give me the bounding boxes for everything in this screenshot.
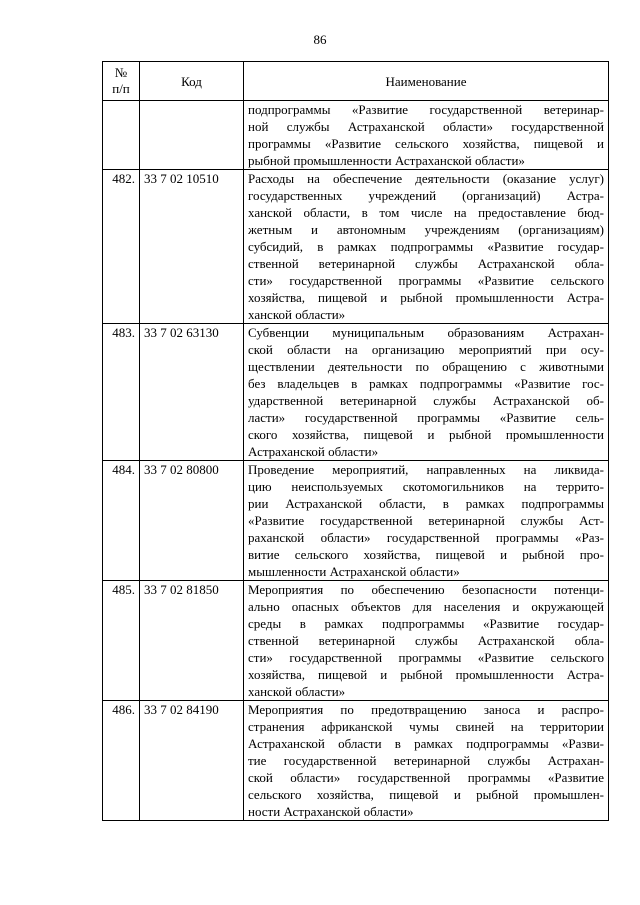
name-line: Проведение мероприятий, направленных на ликвида-: [248, 462, 604, 477]
table-row: [103, 170, 609, 324]
row-code: 33 7 02 10510: [140, 170, 244, 324]
name-line: ной службы Астраханской области» государственной: [248, 119, 604, 134]
name-line: Мероприятия по обеспечению безопасности потенци-: [248, 582, 604, 597]
row-number: 485.: [103, 581, 140, 701]
header-number: [103, 62, 140, 101]
name-line: ского хозяйства, пищевой и рыбной промышленности: [248, 427, 604, 442]
continuation-name-cell: [244, 101, 609, 170]
table-row: [103, 701, 609, 821]
table-row: [103, 581, 609, 701]
name-line: раханской области» государственной программы «Раз-: [248, 530, 604, 545]
page-number: 86: [313, 32, 327, 47]
continuation-code-cell: [140, 101, 244, 170]
name-line: ности Астраханской области»: [248, 804, 414, 819]
row-number: 483.: [103, 324, 140, 461]
continuation-row: [103, 101, 609, 170]
row-name: [244, 701, 609, 821]
table-header-row: [103, 62, 609, 101]
row-number: 482.: [103, 170, 140, 324]
name-line: ственной ветеринарной службы Астраханской обла-: [248, 256, 604, 271]
table-row: [103, 461, 609, 581]
name-line: Субвенции муниципальным образованиям Астрахан-: [248, 325, 604, 340]
header-code: Код: [140, 62, 244, 101]
name-line: рии Астраханской области, в рамках подпрограммы: [248, 496, 604, 511]
row-code: 33 7 02 81850: [140, 581, 244, 701]
row-number: 486.: [103, 701, 140, 821]
name-line: витие сельского хозяйства, пищевой и рыбной про-: [248, 547, 604, 562]
name-line: Астраханской области в рамках подпрограммы «Разви-: [248, 736, 604, 751]
name-line: рыбной промышленности Астраханской области»: [248, 153, 525, 168]
name-line: жетным и автономным учреждениям (организациям): [248, 222, 604, 237]
row-name: [244, 461, 609, 581]
name-line: ханской области, в том числе на предоставление бюд-: [248, 205, 604, 220]
name-line: ханской области»: [248, 684, 346, 699]
name-line: ально опасных объектов для населения и окружающей: [248, 599, 604, 614]
name-line: государственных учреждений (организаций) Астра-: [248, 188, 604, 203]
name-line: ханской области»: [248, 307, 346, 322]
row-name: [244, 581, 609, 701]
name-line: ской области» государственной программы «Развитие: [248, 770, 604, 785]
name-line: тие государственной ветеринарной службы Астрахан-: [248, 753, 604, 768]
name-line: Расходы на обеспечение деятельности (оказание услуг): [248, 171, 604, 186]
name-line: мышленности Астраханской области»: [248, 564, 460, 579]
name-line: подпрограммы «Развитие государственной ветеринар-: [248, 102, 604, 117]
name-line: сельского хозяйства, пищевой и рыбной промышлен-: [248, 787, 604, 802]
name-line: среды в рамках подпрограммы «Развитие государ-: [248, 616, 604, 631]
name-line: хозяйства, пищевой и рыбной промышленности Астра-: [248, 667, 604, 682]
name-line: ласти» государственной программы «Развитие сель-: [248, 410, 604, 425]
name-line: Астраханской области»: [248, 444, 379, 459]
header-name: Наименование: [244, 62, 609, 101]
name-line: ударственной ветеринарной службы Астраханской об-: [248, 393, 604, 408]
table-row: [103, 324, 609, 461]
header-number-symbol: №: [114, 65, 128, 80]
row-code: 33 7 02 80800: [140, 461, 244, 581]
name-line: сти» государственной программы «Развитие сельского: [248, 650, 604, 665]
row-code: 33 7 02 84190: [140, 701, 244, 821]
row-code: 33 7 02 63130: [140, 324, 244, 461]
name-line: программы «Развитие сельского хозяйства, пищевой и: [248, 136, 604, 151]
name-line: цию неиспользуемых скотомогильников на террито-: [248, 479, 604, 494]
name-line: субсидий, в рамках подпрограммы «Развитие государ-: [248, 239, 604, 254]
name-line: «Развитие государственной ветеринарной службы Аст-: [248, 513, 604, 528]
name-line: ственной ветеринарной службы Астраханской обла-: [248, 633, 604, 648]
name-line: ской области на организацию мероприятий при осу-: [248, 342, 604, 357]
name-line: Мероприятия по предотвращению заноса и распро-: [248, 702, 604, 717]
continuation-num-cell: [103, 101, 140, 170]
header-number-abbrev: п/п: [112, 81, 130, 96]
budget-code-table: [102, 61, 609, 821]
name-line: хозяйства, пищевой и рыбной промышленности Астра-: [248, 290, 604, 305]
name-line: без владельцев в рамках подпрограммы «Развитие гос-: [248, 376, 604, 391]
name-line: сти» государственной программы «Развитие сельского: [248, 273, 604, 288]
row-name: [244, 170, 609, 324]
row-number: 484.: [103, 461, 140, 581]
name-line: ществлении деятельности по обращению с животными: [248, 359, 604, 374]
name-line: странения африканской чумы свиней на территории: [248, 719, 604, 734]
row-name: [244, 324, 609, 461]
